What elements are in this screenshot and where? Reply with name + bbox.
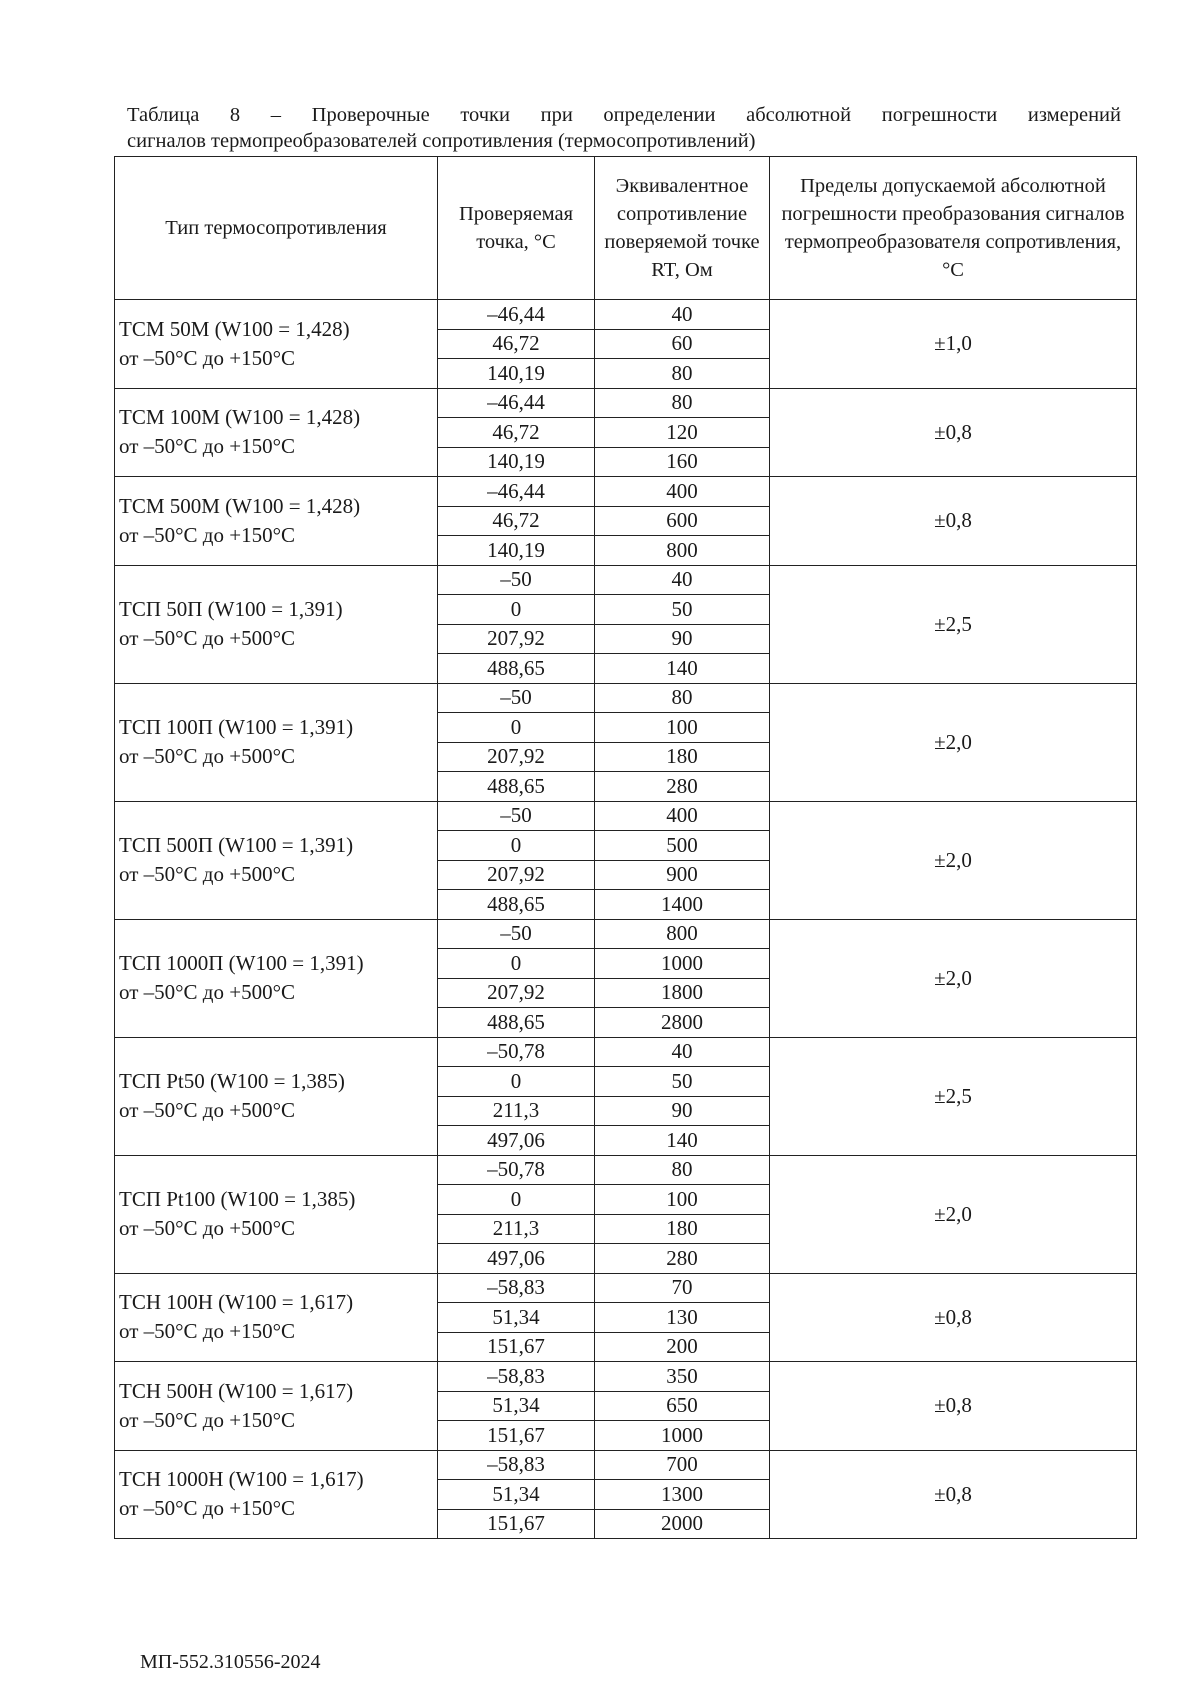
resistance-cell: 40	[595, 1037, 770, 1067]
header-resistance: Эквивалентное сопротивление поверяемой точке RT, Ом	[595, 157, 770, 300]
resistance-cell: 800	[595, 919, 770, 949]
resistance-cell: 2800	[595, 1008, 770, 1038]
table-row	[115, 477, 1137, 507]
check-point-cell: 211,3	[438, 1096, 595, 1126]
table-row	[115, 919, 1137, 949]
check-point-cell: 140,19	[438, 536, 595, 566]
check-point-cell: 488,65	[438, 654, 595, 684]
check-point-cell: 46,72	[438, 329, 595, 359]
check-point-cell: 207,92	[438, 860, 595, 890]
error-limit-cell: ±0,8	[770, 1273, 1137, 1362]
sensor-type-name: ТСН 100Н (W100 = 1,617)	[119, 1290, 354, 1315]
check-point-cell: 488,65	[438, 1008, 595, 1038]
check-point-cell: 0	[438, 595, 595, 625]
document-number: МП-552.310556-2024	[140, 1651, 321, 1673]
resistance-cell: 400	[595, 801, 770, 831]
resistance-cell: 280	[595, 772, 770, 802]
resistance-cell: 650	[595, 1391, 770, 1421]
resistance-cell: 350	[595, 1362, 770, 1392]
sensor-type-range: от –50°С до +150°С	[119, 345, 295, 370]
resistance-cell: 140	[595, 1126, 770, 1156]
check-point-cell: 497,06	[438, 1126, 595, 1156]
sensor-type-name: ТСП Pt50 (W100 = 1,385)	[119, 1069, 345, 1093]
check-point-cell: –58,83	[438, 1273, 595, 1303]
resistance-cell: 800	[595, 536, 770, 566]
sensor-type-name: ТСП 1000П (W100 = 1,391)	[119, 951, 364, 975]
error-limit-cell: ±0,8	[770, 477, 1137, 566]
sensor-type-cell	[115, 565, 438, 683]
resistance-cell: 100	[595, 713, 770, 743]
sensor-type-name: ТСМ 50М (W100 = 1,428)	[119, 316, 350, 341]
resistance-cell: 60	[595, 329, 770, 359]
table-header-row	[115, 157, 1137, 300]
table-row	[115, 801, 1137, 831]
sensor-type-cell	[115, 477, 438, 566]
resistance-cell: 80	[595, 1155, 770, 1185]
check-point-cell: –58,83	[438, 1450, 595, 1480]
resistance-cell: 140	[595, 654, 770, 684]
sensor-type-name: ТСП 100П (W100 = 1,391)	[119, 715, 354, 739]
resistance-cell: 500	[595, 831, 770, 861]
sensor-type-cell	[115, 919, 438, 1037]
table-row	[115, 1450, 1137, 1480]
resistance-cell: 40	[595, 565, 770, 595]
resistance-cell: 80	[595, 683, 770, 713]
resistance-cell: 1000	[595, 1421, 770, 1451]
check-point-cell: 207,92	[438, 978, 595, 1008]
resistance-cell: 120	[595, 418, 770, 448]
error-limit-cell: ±2,0	[770, 1155, 1137, 1273]
check-point-cell: –50	[438, 919, 595, 949]
check-point-cell: 140,19	[438, 447, 595, 477]
error-limit-cell: ±2,5	[770, 1037, 1137, 1155]
resistance-cell: 50	[595, 1067, 770, 1097]
table-row	[115, 1362, 1137, 1392]
error-limit-cell: ±2,5	[770, 565, 1137, 683]
check-point-cell: 488,65	[438, 890, 595, 920]
resistance-cell: 700	[595, 1450, 770, 1480]
check-point-cell: 151,67	[438, 1509, 595, 1539]
table-row	[115, 1155, 1137, 1185]
check-point-cell: –50	[438, 801, 595, 831]
sensor-type-cell	[115, 388, 438, 477]
sensor-type-name: ТСП 500П (W100 = 1,391)	[119, 833, 354, 857]
error-limit-cell: ±0,8	[770, 1362, 1137, 1451]
check-point-cell: –50	[438, 683, 595, 713]
resistance-cell: 160	[595, 447, 770, 477]
sensor-type-range: от –50°С до +150°С	[119, 434, 295, 459]
sensor-type-range: от –50°С до +150°С	[119, 1496, 295, 1521]
resistance-cell: 1000	[595, 949, 770, 979]
check-point-cell: 140,19	[438, 359, 595, 389]
sensor-type-cell	[115, 1362, 438, 1451]
resistance-cell: 600	[595, 506, 770, 536]
check-point-cell: –50	[438, 565, 595, 595]
resistance-cell: 90	[595, 624, 770, 654]
resistance-cell: 1400	[595, 890, 770, 920]
table-row	[115, 565, 1137, 595]
resistance-cell: 180	[595, 1214, 770, 1244]
check-point-cell: –58,83	[438, 1362, 595, 1392]
caption-line-2: сигналов термопреобразователей сопротивления (термосопротивлений)	[127, 130, 756, 152]
resistance-cell: 100	[595, 1185, 770, 1215]
resistance-cell: 180	[595, 742, 770, 772]
sensor-type-range: от –50°С до +500°С	[119, 626, 295, 650]
check-point-cell: –46,44	[438, 477, 595, 507]
resistance-cell: 200	[595, 1332, 770, 1362]
header-limit: Пределы допускаемой абсолютной погрешности преобразования сигналов термопреобразователя сопротивления, °С	[770, 157, 1137, 300]
resistance-cell: 400	[595, 477, 770, 507]
resistance-cell: 80	[595, 359, 770, 389]
sensor-type-range: от –50°С до +150°С	[119, 1319, 295, 1344]
resistance-cell: 1300	[595, 1480, 770, 1510]
verification-points-table	[114, 156, 1137, 1539]
error-limit-cell: ±0,8	[770, 1450, 1137, 1539]
error-limit-cell: ±2,0	[770, 683, 1137, 801]
sensor-type-name: ТСМ 100М (W100 = 1,428)	[119, 405, 361, 430]
sensor-type-name: ТСП 50П (W100 = 1,391)	[119, 597, 343, 621]
error-limit-cell: ±2,0	[770, 919, 1137, 1037]
sensor-type-name: ТСП Pt100 (W100 = 1,385)	[119, 1187, 356, 1211]
check-point-cell: 207,92	[438, 742, 595, 772]
sensor-type-range: от –50°С до +500°С	[119, 980, 295, 1004]
check-point-cell: 497,06	[438, 1244, 595, 1274]
caption-line-1: Таблица 8 – Проверочные точки при определении абсолютной погрешности измерений	[127, 104, 1121, 126]
resistance-cell: 280	[595, 1244, 770, 1274]
check-point-cell: 207,92	[438, 624, 595, 654]
sensor-type-range: от –50°С до +500°С	[119, 862, 295, 886]
check-point-cell: 46,72	[438, 418, 595, 448]
sensor-type-cell	[115, 1450, 438, 1539]
check-point-cell: 46,72	[438, 506, 595, 536]
check-point-cell: 151,67	[438, 1421, 595, 1451]
table-row	[115, 1273, 1137, 1303]
resistance-cell: 40	[595, 300, 770, 330]
table-row	[115, 300, 1137, 330]
header-point: Проверяемая точка, °С	[438, 157, 595, 300]
check-point-cell: –50,78	[438, 1037, 595, 1067]
sensor-type-name: ТСН 1000Н (W100 = 1,617)	[119, 1467, 364, 1492]
resistance-cell: 1800	[595, 978, 770, 1008]
sensor-type-range: от –50°С до +500°С	[119, 1098, 295, 1122]
sensor-type-cell	[115, 300, 438, 389]
sensor-type-name: ТСН 500Н (W100 = 1,617)	[119, 1378, 354, 1403]
check-point-cell: 488,65	[438, 772, 595, 802]
error-limit-cell: ±2,0	[770, 801, 1137, 919]
sensor-type-cell	[115, 1273, 438, 1362]
table-row	[115, 388, 1137, 418]
sensor-type-range: от –50°С до +150°С	[119, 522, 295, 547]
table-row	[115, 683, 1137, 713]
resistance-cell: 2000	[595, 1509, 770, 1539]
check-point-cell: 51,34	[438, 1303, 595, 1333]
error-limit-cell: ±1,0	[770, 300, 1137, 389]
sensor-type-cell	[115, 801, 438, 919]
sensor-type-range: от –50°С до +500°С	[119, 1216, 295, 1240]
check-point-cell: –50,78	[438, 1155, 595, 1185]
resistance-cell: 50	[595, 595, 770, 625]
sensor-type-cell	[115, 1155, 438, 1273]
resistance-cell: 90	[595, 1096, 770, 1126]
table-body	[115, 300, 1137, 1539]
table-row	[115, 1037, 1137, 1067]
error-limit-cell: ±0,8	[770, 388, 1137, 477]
sensor-type-range: от –50°С до +150°С	[119, 1407, 295, 1432]
check-point-cell: 0	[438, 1067, 595, 1097]
check-point-cell: 211,3	[438, 1214, 595, 1244]
check-point-cell: 151,67	[438, 1332, 595, 1362]
check-point-cell: 51,34	[438, 1480, 595, 1510]
check-point-cell: 0	[438, 949, 595, 979]
sensor-type-cell	[115, 683, 438, 801]
resistance-cell: 900	[595, 860, 770, 890]
header-type: Тип термосопротивления	[115, 157, 438, 300]
check-point-cell: 51,34	[438, 1391, 595, 1421]
sensor-type-cell	[115, 1037, 438, 1155]
check-point-cell: –46,44	[438, 300, 595, 330]
check-point-cell: –46,44	[438, 388, 595, 418]
check-point-cell: 0	[438, 1185, 595, 1215]
check-point-cell: 0	[438, 831, 595, 861]
check-point-cell: 0	[438, 713, 595, 743]
table-caption	[127, 102, 1121, 154]
resistance-cell: 70	[595, 1273, 770, 1303]
resistance-cell: 130	[595, 1303, 770, 1333]
sensor-type-range: от –50°С до +500°С	[119, 744, 295, 768]
sensor-type-name: ТСМ 500М (W100 = 1,428)	[119, 493, 361, 518]
resistance-cell: 80	[595, 388, 770, 418]
